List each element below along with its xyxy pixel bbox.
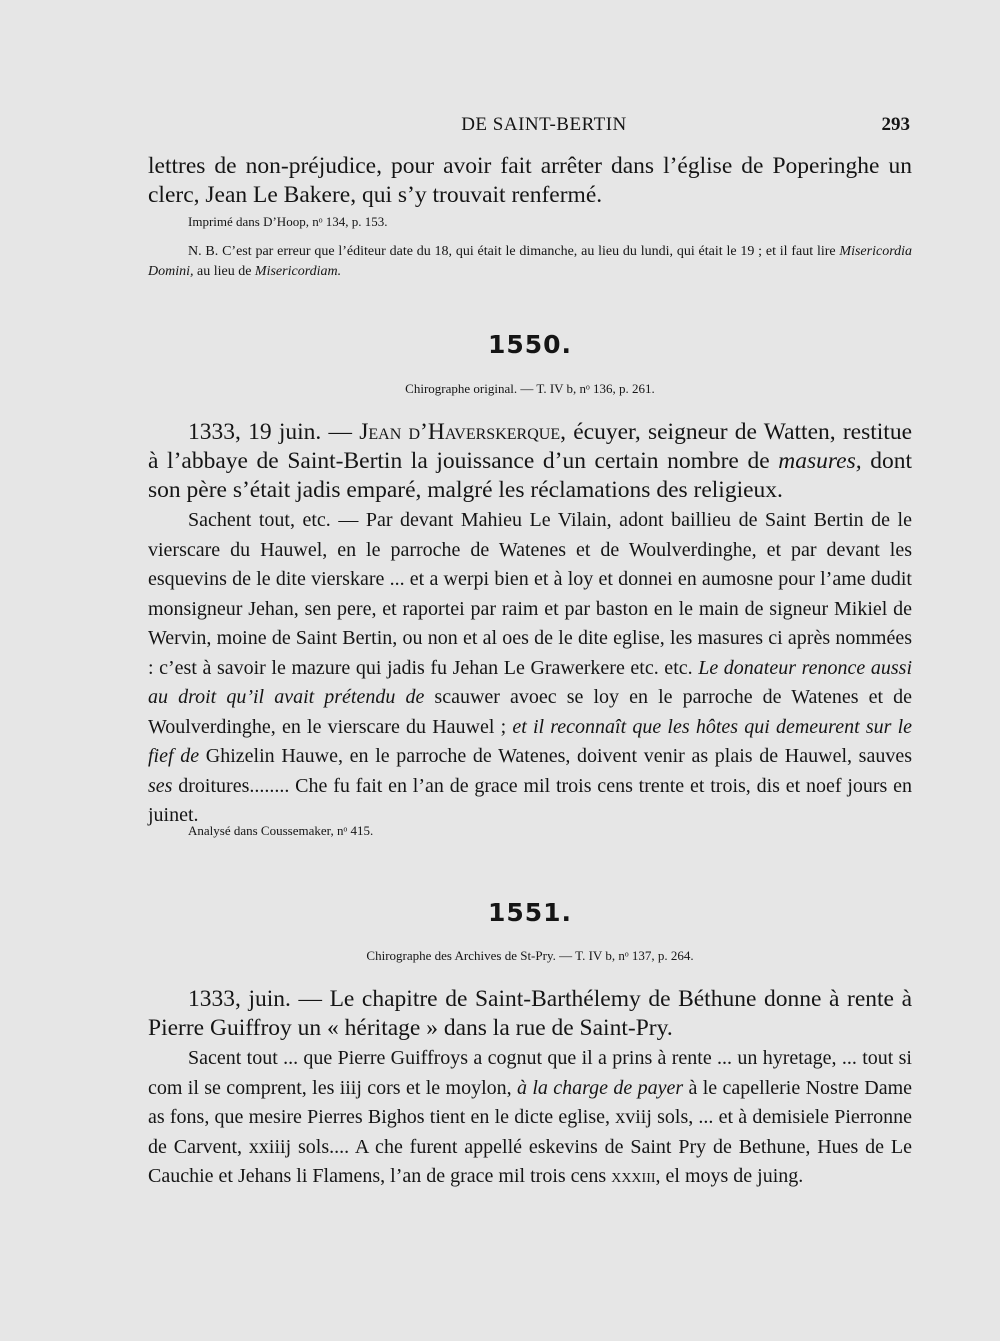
charter-1550-part-4: droitures........ Che fu fait en l’an de grace mil trois cens trente et trois, dis et noef jours en juinet.	[148, 774, 913, 826]
entry-number-1551: 1551.	[487, 898, 573, 927]
source-1551: Chirographe des Archives de St-Pry. — T. IV b, nᵒ 137, p. 264.	[366, 948, 694, 963]
page-number: 293	[881, 114, 910, 135]
source-1550: Chirographe original. — T. IV b, nᵒ 136, p. 261.	[405, 381, 655, 396]
intro-paragraph: lettres de non-préjudice, pour avoir fait arrêter dans l’église de Poperinghe un clerc, Jean Le Bakere, qui s’y trouvait renfermé.	[148, 153, 912, 208]
charter-text-1551	[148, 1044, 912, 1192]
nb-text-2: au lieu de	[197, 264, 252, 279]
summary-text-1550-b: dont son père s’était jadis emparé, malgré les réclamations des religieux.	[148, 448, 912, 503]
charter-text-1550	[148, 506, 912, 831]
charter-1550-italic-3: ses	[148, 774, 173, 797]
nb-italic-2: Misericordiam.	[254, 264, 342, 279]
charter-1551-italic: à la charge de payer	[516, 1076, 684, 1099]
charter-1551-part-2: à le capellerie Nostre Dame as fons, que mesire Pierres Bighos tient en le dicte eglise, xviij sols, ... et à demisiele Pierronne de Carvent, xxiiij sols.... A che furent appellé eskevins de Saint Pry de Bethune, Hues de Le Cauchie et Jehans li Flamens, l’an de grace mil trois cens	[148, 1076, 913, 1187]
charter-1550-italic-2: et il reconnaît que les hôtes qui demeurent sur le fief de	[148, 715, 912, 767]
nb-label: N. B.	[188, 244, 219, 259]
summary-1550	[148, 418, 912, 505]
summary-1551: 1333, juin. — Le chapitre de Saint-Barthélemy de Béthune donne à rente à Pierre Guiffroy un « héritage » dans la rue de Saint-Pry.	[148, 986, 912, 1041]
page-header	[148, 114, 910, 144]
charter-1550-part-1: Sachent tout, etc. — Par devant Mahieu Le Vilain, adont baillieu de Saint Bertin de le vierscare du Hauwel, en le parroche de Watenes et de Woulverdinghe, et par devant les esquevins de le dite vierskare ... et a werpi bien et à loy et donnei en aumosne pour l’ame dudit monsigneur Jehan, sen pere, et raportei par raim et par baston en le main de signeur Mikiel de Wervin, moine de Saint Bertin, ou non et al oes de le dite eglise, les masures ci après nommées : c’est à savoir le mazure qui jadis fu Jehan Le Grawerkere etc. etc.	[148, 509, 912, 679]
editorial-note	[148, 242, 912, 282]
summary-name-1550: Jean d’Haverskerque,	[359, 419, 566, 445]
analysis-reference-1550: Analysé dans Coussemaker, nᵒ 415.	[188, 823, 374, 838]
nb-italic-1: Misericordia Domini,	[148, 244, 913, 279]
summary-italic-1550: masures,	[778, 448, 862, 474]
imprint-reference: Imprimé dans D’Hoop, nᵒ 134, p. 153.	[188, 214, 388, 229]
charter-1551-part-3: el moys de juing.	[665, 1165, 804, 1187]
charter-1551-smallcaps: xxxiii,	[611, 1165, 661, 1187]
entry-number-1550: 1550.	[487, 330, 573, 359]
charter-1550-part-2: scauwer avoec se loy en le parroche de Watenes et de Woulverdinghe, en le vierscare du Hauwel ;	[148, 686, 912, 738]
charter-1550-part-3: Ghizelin Hauwe, en le parroche de Watenes, doivent venir as plais de Hauwel, sauves	[205, 745, 913, 767]
running-title: DE SAINT-BERTIN	[461, 114, 627, 135]
charter-1551-part-1: Sacent tout ... que Pierre Guiffroys a cognut que il a prins à rente ... un hyretage, ... tout si com il se comprent, les iiij cors et le moylon,	[148, 1047, 912, 1099]
charter-1550-italic-1: Le donateur renonce aussi au droit qu’il avait prétendu de	[148, 656, 912, 708]
nb-text-1: C’est par erreur que l’éditeur date du 18, qui était le dimanche, au lieu du lundi, qui était le 19 ; et il faut lire	[222, 244, 836, 259]
summary-text-1550-a: écuyer, seigneur de Watten, restitue à l’abbaye de Saint-Bertin la jouissance d’un certain nombre de	[148, 419, 913, 474]
summary-date-1550: 1333, 19 juin. —	[188, 419, 352, 445]
